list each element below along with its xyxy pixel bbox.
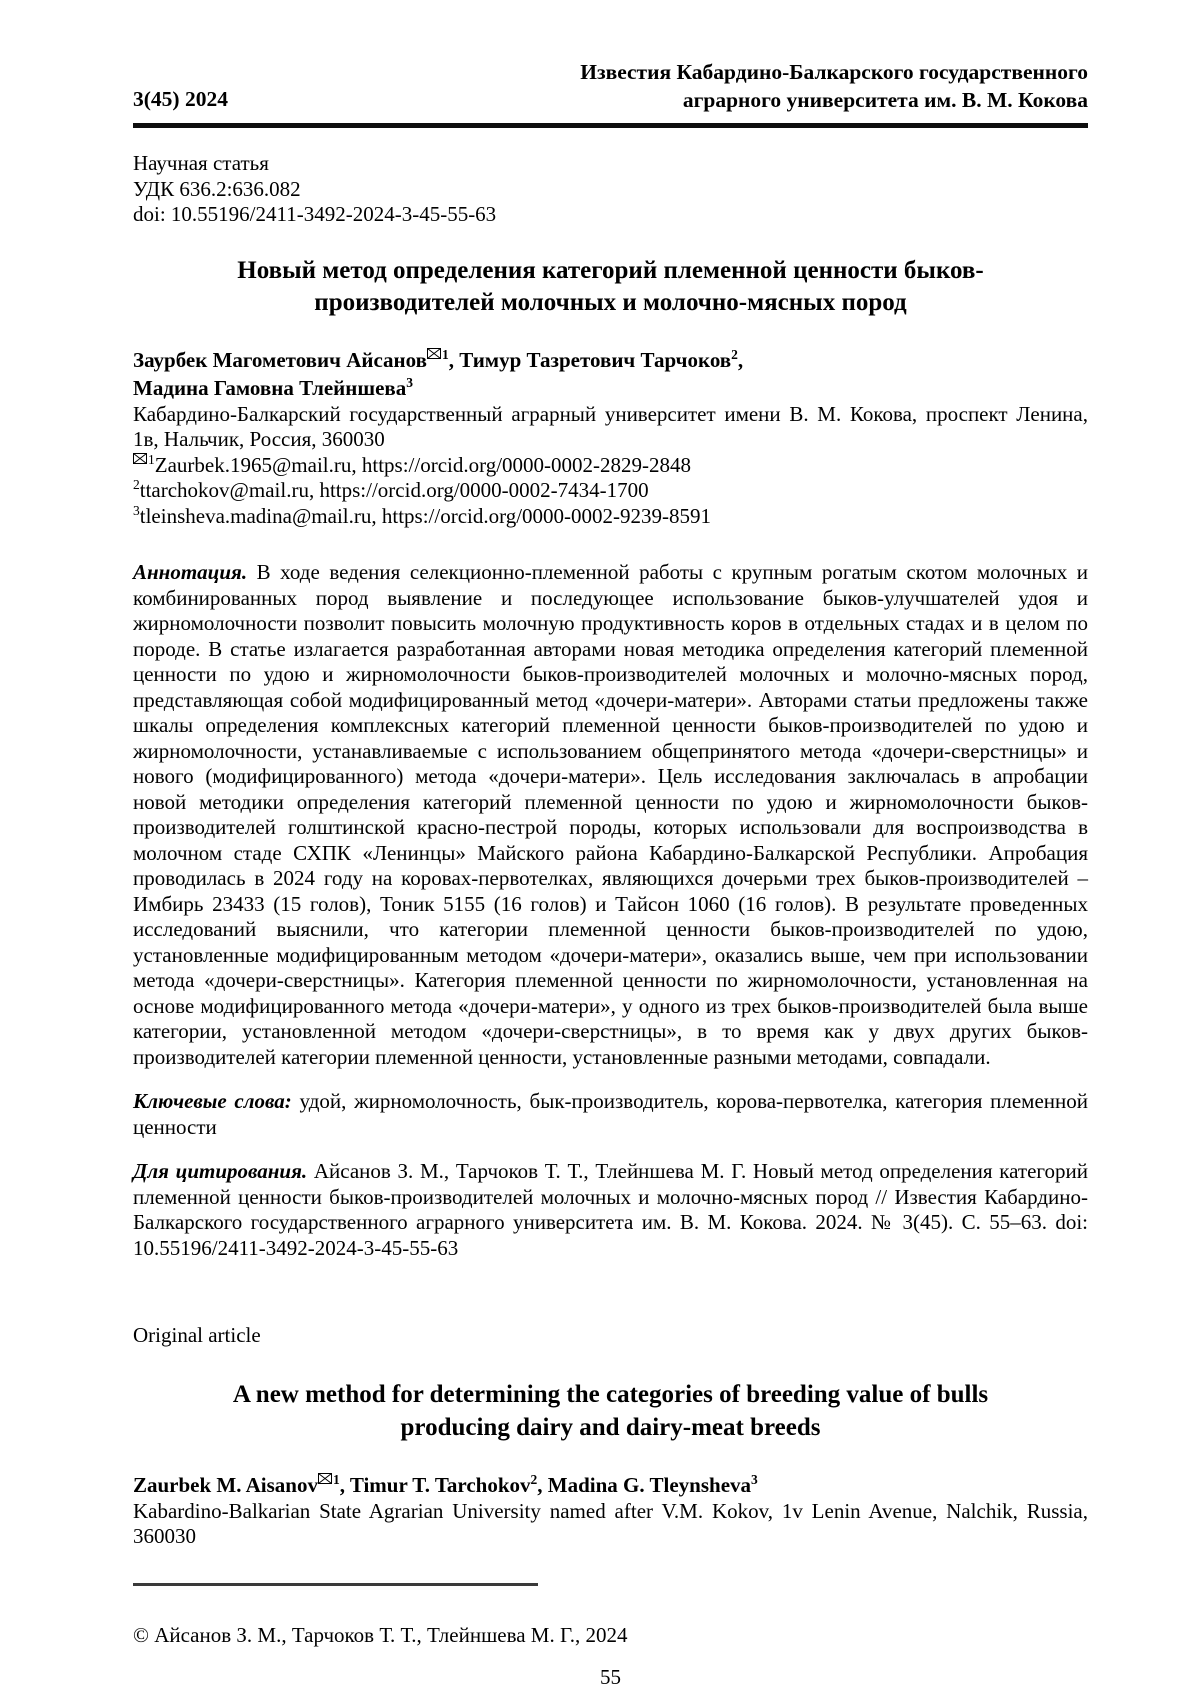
article-type-ru: Научная статья bbox=[133, 151, 269, 175]
keywords-text: удой, жирномолочность, бык-производитель, корова-первотелка, категория племенной ценности bbox=[133, 1089, 1088, 1139]
contact-superscript bbox=[133, 452, 155, 467]
footnote-separator bbox=[133, 1583, 538, 1586]
contact-line bbox=[133, 478, 1088, 504]
author-sup-number: 2 bbox=[530, 1471, 538, 1487]
author-superscript bbox=[318, 1472, 340, 1487]
author-separator: , bbox=[537, 1472, 548, 1497]
author-separator: , bbox=[339, 1472, 350, 1497]
article-type-en: Original article bbox=[133, 1323, 261, 1347]
author-name: Timur T. Tarchokov bbox=[349, 1472, 531, 1497]
authors-ru-line1 bbox=[133, 346, 1088, 374]
affiliation-en: Kabardino-Balkarian State Agrarian University named after V.M. Kokov, 1v Lenin Avenue, Nalchik, Russia, 360030 bbox=[133, 1498, 1088, 1548]
affiliation-ru: Кабардино-Балкарский государственный аграрный университет имени В. М. Кокова, проспект Ленина, 1в, Нальчик, Россия, 360030 bbox=[133, 401, 1088, 451]
citation-text: Айсанов З. М., Тарчоков Т. Т., Тлейншева М. Г. Новый метод определения категорий племенной ценности быков-производителей молочных и молочно-мясных пород // Известия Кабардино-Балкарского государственного аграрного университета им. В. М. Кокова. 2024. № 3(45). С. 55–63. doi: 10.55196/2411-3492-2024-3-45-55-63 bbox=[133, 1159, 1088, 1260]
keywords-paragraph bbox=[133, 1089, 1088, 1140]
author-separator: , bbox=[737, 347, 744, 372]
author-name: Мадина Гамовна Тлейншева bbox=[133, 375, 407, 400]
contact-line bbox=[133, 453, 1088, 479]
authors-ru bbox=[133, 346, 1088, 402]
journal-name-line2: аграрного университета им. В. М. Кокова bbox=[682, 88, 1088, 112]
abstract-label: Аннотация. bbox=[133, 560, 248, 584]
abstract-paragraph bbox=[133, 560, 1088, 1070]
author-name: Madina G. Tleynsheva bbox=[547, 1472, 752, 1497]
contact-sup-number: 2 bbox=[133, 477, 140, 492]
contact-sup-number: 3 bbox=[133, 502, 140, 518]
citation-label: Для цитирования. bbox=[133, 1159, 308, 1183]
contact-email-orcid: Zaurbek.1965@mail.ru, https://orcid.org/0000-0002-2829-2848 bbox=[154, 452, 692, 477]
article-meta bbox=[133, 151, 1088, 228]
journal-name bbox=[580, 58, 1088, 114]
authors-en bbox=[133, 1471, 1088, 1499]
author-sup-number: 3 bbox=[751, 1471, 758, 1487]
contact-sup-number: 1 bbox=[148, 451, 155, 467]
envelope-icon bbox=[133, 453, 147, 464]
authors-ru-line2 bbox=[133, 374, 1088, 402]
author-name: Zaurbek M. Aisanov bbox=[133, 1472, 318, 1497]
journal-name-line1: Известия Кабардино-Балкарского государственного bbox=[580, 60, 1088, 84]
author-sup-number: 3 bbox=[406, 374, 414, 390]
keywords-label: Ключевые слова: bbox=[133, 1089, 292, 1113]
contact-email-orcid: tleinsheva.madina@mail.ru, https://orcid.org/0000-0002-9239-8591 bbox=[139, 503, 712, 528]
contacts-block bbox=[133, 453, 1088, 530]
title-en: A new method for determining the categories of breeding value of bulls producing dairy and dairy-meat breeds bbox=[232, 1380, 989, 1441]
author-name: Тимур Тазретович Тарчоков bbox=[459, 347, 732, 372]
author-sup-number: 1 bbox=[441, 346, 449, 362]
envelope-icon bbox=[427, 348, 441, 359]
envelope-icon bbox=[318, 1473, 332, 1484]
citation-paragraph bbox=[133, 1159, 1088, 1261]
author-separator: , bbox=[448, 347, 460, 372]
contact-line bbox=[133, 504, 1088, 530]
author-superscript bbox=[427, 347, 449, 362]
issue-number: 3(45) 2024 bbox=[133, 87, 228, 111]
udc-code: УДК 636.2:636.082 bbox=[133, 176, 301, 201]
title-ru: Новый метод определения категорий племенной ценности быков-производителей молочных и молочно-мясных пород bbox=[237, 256, 984, 316]
author-sup-number: 1 bbox=[332, 1471, 340, 1487]
author-sup-number: 2 bbox=[731, 346, 738, 362]
abstract-text: В ходе ведения селекционно-племенной работы с крупным рогатым скотом молочных и комбинированных пород выявление и последующее использование быков-улучшателей удоя и жирномолочности позволит повысить молочную продуктивность коров в отдельных стадах и в целом по породе. В статье излагается разработанная авторами новая методика определения категорий племенной ценности по удою и жирномолочности быков-производителей молочных и молочно-мясных пород, представляющая собой модифицированный метод «дочери-матери». Авторами статьи предложены также шкалы определения комплексных категорий племенной ценности быков-производителей по удою и жирномолочности, устанавливаемые с использованием общепринятого метода «дочери-сверстницы» и нового (модифицированного) метода «дочери-матери». Цель исследования заключалась в апробации новой методики определения категорий племенной ценности по удою и жирномолочности быков-производителей голштинской красно-пестрой породы, которых использовали для воспроизводства в молочном стаде СХПК «Ленинцы» Майского района Кабардино-Балкарской Республики. Апробация проводилась в 2024 году на коровах-первотелках, являющихся дочерьми трех быков-производителей – Имбирь 23433 (15 голов), Тоник 5155 (16 голов) и Тайсон 1060 (16 голов). В результате проведенных исследований выяснили, что категории племенной ценности быков-производителей по удою, установленные модифицированным методом «дочери-матери», оказались выше, чем при использовании метода «дочери-сверстницы». Категория племенной ценности по жирномолочности, установленная на основе модифицированного метода «дочери-матери», у одного из трех быков-производителей была выше категории, установленной методом «дочери-сверстницы», в то время как у двух других быков-производителей категории племенной ценности, установленные разными методами, совпадали. bbox=[133, 560, 1089, 1069]
header-rule bbox=[133, 123, 1088, 128]
author-name: Заурбек Магометович Айсанов bbox=[133, 347, 427, 372]
page-number: 55 bbox=[600, 1665, 621, 1689]
journal-header bbox=[133, 58, 1088, 114]
copyright-line: © Айсанов З. М., Тарчоков Т. Т., Тлейншева М. Г., 2024 bbox=[133, 1622, 628, 1647]
doi-line: doi: 10.55196/2411-3492-2024-3-45-55-63 bbox=[133, 202, 497, 226]
contact-email-orcid: ttarchokov@mail.ru, https://orcid.org/0000-0002-7434-1700 bbox=[139, 478, 649, 502]
